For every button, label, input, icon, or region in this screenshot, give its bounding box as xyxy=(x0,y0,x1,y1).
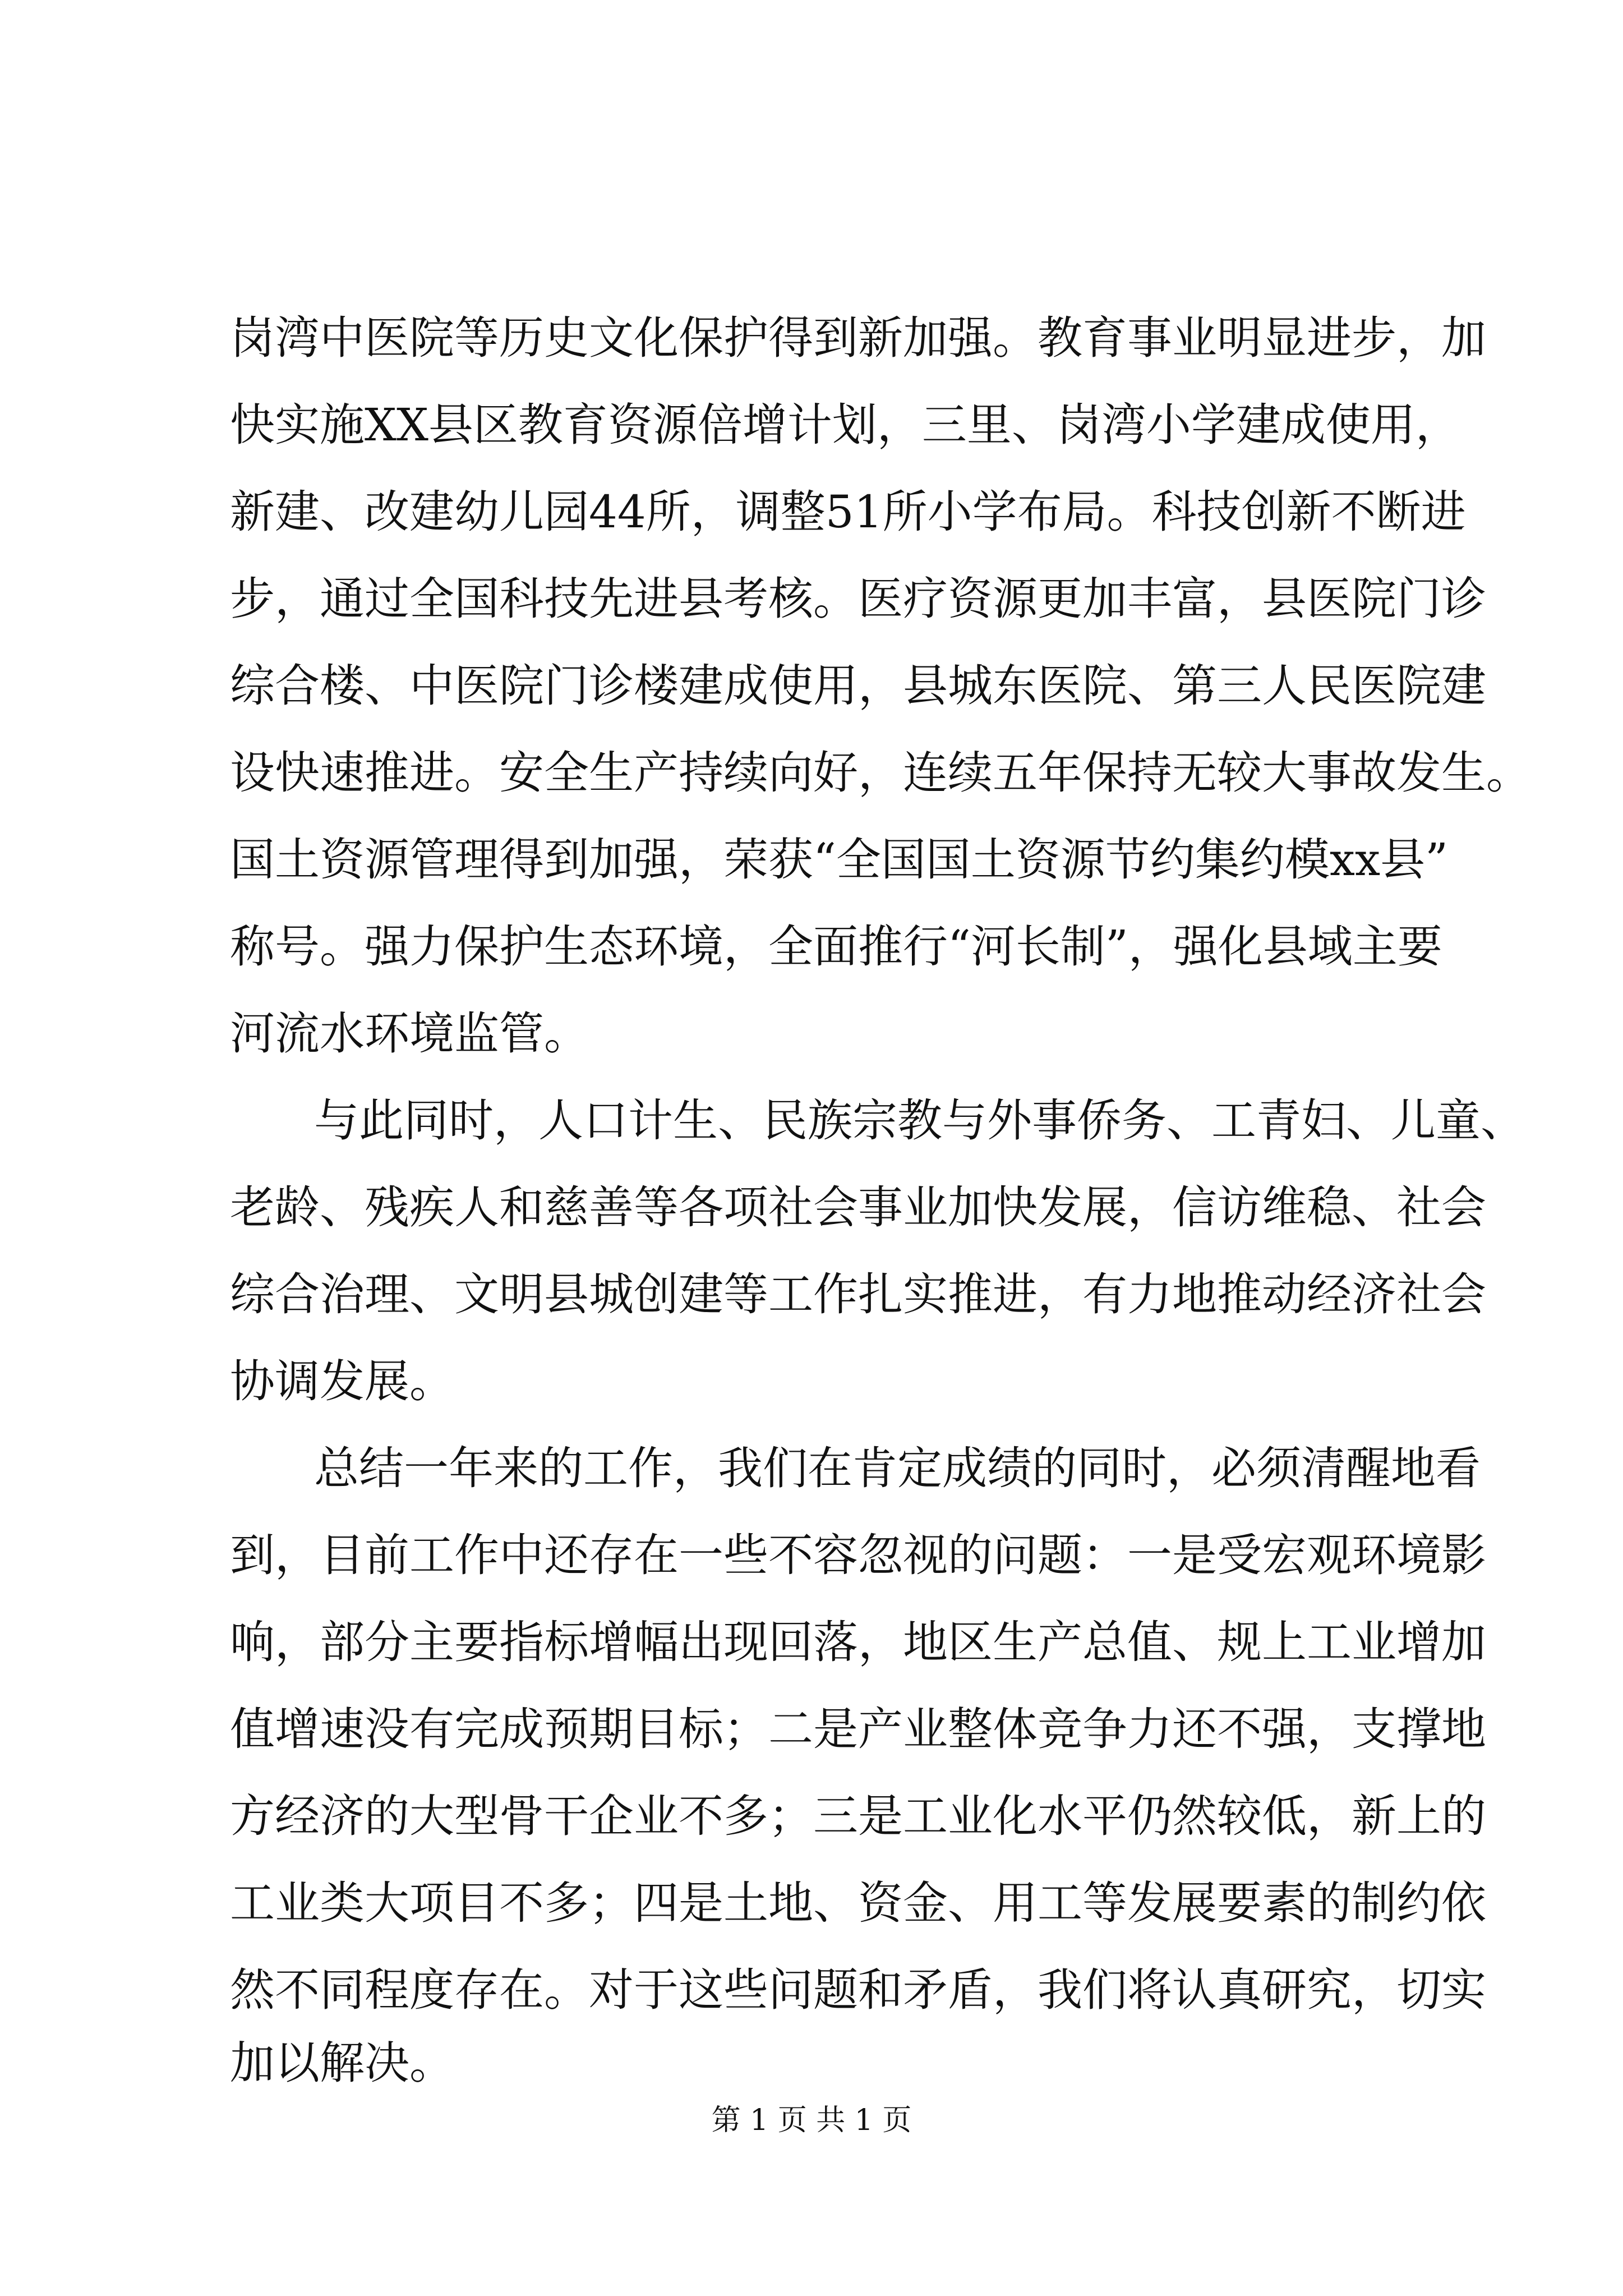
paragraph-2-line-4: 协调发展。 xyxy=(230,1355,454,1407)
paragraph-1-line-5: 综合楼、中医院门诊楼建成使用，县城东医院、第三人民医院建 xyxy=(230,660,1486,712)
paragraph-3-line-2: 到，目前工作中还存在一些不容忽视的问题：一是受宏观环境影 xyxy=(230,1529,1486,1581)
paragraph-1-line-8: 称号。强力保护生态环境，全面推行“河长制”，强化县域主要 xyxy=(230,921,1442,973)
paragraph-2-line-1: 与此同时，人口计生、民族宗教与外事侨务、工青妇、儿童、 xyxy=(314,1094,1525,1147)
paragraph-3-line-4: 值增速没有完成预期目标；二是产业整体竞争力还不强，支撑地 xyxy=(230,1703,1486,1755)
paragraph-1-line-7: 国土资源管理得到加强，荣获“全国国土资源节约集约模xx县” xyxy=(230,834,1449,886)
paragraph-2-line-2: 老龄、残疾人和慈善等各项社会事业加快发展，信访维稳、社会 xyxy=(230,1181,1486,1234)
paragraph-1-line-9: 河流水环境监管。 xyxy=(230,1007,589,1060)
page-number-footer: 第 1 页 共 1 页 xyxy=(711,2104,912,2137)
paragraph-3-line-5: 方经济的大型骨干企业不多；三是工业化水平仍然较低，新上的 xyxy=(230,1790,1486,1842)
paragraph-3-line-6: 工业类大项目不多；四是土地、资金、用工等发展要素的制约依 xyxy=(230,1877,1486,1929)
paragraph-1-line-4: 步，通过全国科技先进县考核。医疗资源更加丰富，县医院门诊 xyxy=(230,573,1486,625)
paragraph-3-line-8: 加以解决。 xyxy=(230,2037,454,2089)
paragraph-3-line-7: 然不同程度存在。对于这些问题和矛盾，我们将认真研究，切实 xyxy=(230,1964,1486,2016)
paragraph-3-line-1: 总结一年来的工作，我们在肯定成绩的同时，必须清醒地看 xyxy=(314,1442,1481,1494)
paragraph-1-line-3: 新建、改建幼儿园44所，调整51所小学布局。科技创新不断进 xyxy=(230,486,1466,538)
paragraph-1-line-2: 快实施XX县区教育资源倍增计划，三里、岗湾小学建成使用， xyxy=(230,399,1460,451)
paragraph-3-line-3: 响，部分主要指标增幅出现回落，地区生产总值、规上工业增加 xyxy=(230,1616,1486,1668)
paragraph-1-line-6: 设快速推进。安全生产持续向好，连续五年保持无较大事故发生。 xyxy=(230,747,1531,799)
paragraph-2-line-3: 综合治理、文明县城创建等工作扎实推进，有力地推动经济社会 xyxy=(230,1268,1486,1320)
paragraph-1-line-1: 岗湾中医院等历史文化保护得到新加强。教育事业明显进步，加 xyxy=(230,312,1486,364)
